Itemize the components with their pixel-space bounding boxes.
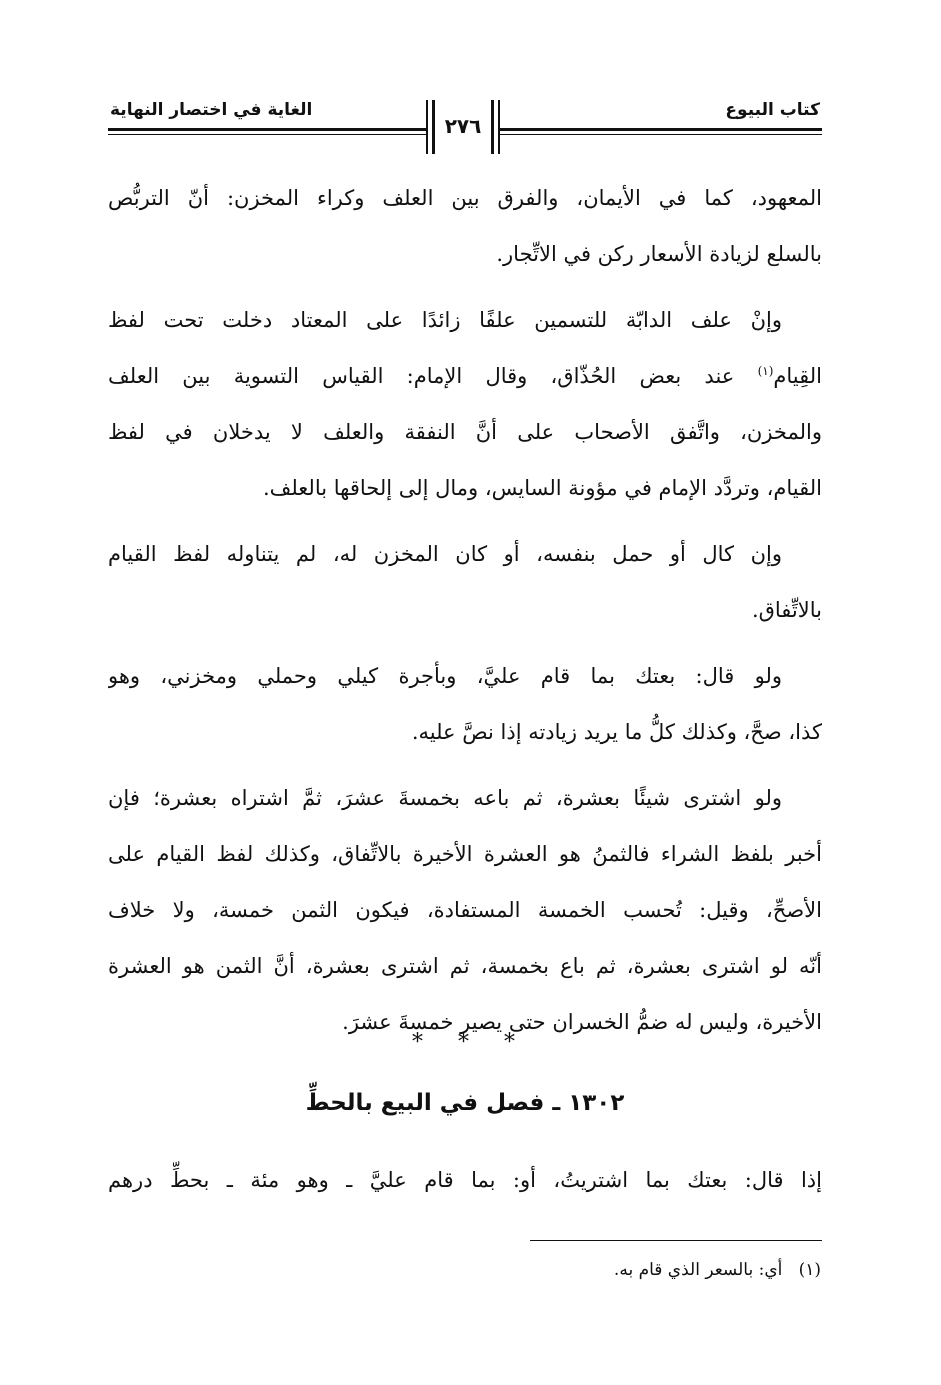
main-text [108, 170, 822, 1050]
text-fragment: القِيام [773, 364, 822, 388]
text-line: أخبر بلفظ الشراء فالثمنُ هو العشرة الأخيرة بالاتِّفاق، وكذلك لفظ القيام على [108, 842, 822, 866]
paragraph-gap [108, 760, 822, 770]
text-line: بالسلع لزيادة الأسعار ركن في الاتِّجار. [496, 242, 822, 266]
paragraph-gap [108, 282, 822, 292]
text-line: وإنْ علف الدابّة للتسمين علفًا زائدًا على المعتاد دخلت تحت لفظ [108, 308, 782, 332]
text-line-with-footnote [108, 348, 822, 404]
footnote-text: أي: بالسعر الذي قام به. [613, 1260, 783, 1280]
book-title: الغاية في اختصار النهاية [110, 100, 313, 120]
footnote-rule [530, 1240, 822, 1241]
text-line: المعهود، كما في الأيمان، والفرق بين العلف وكراء المخزن: أنّ التربُّص [108, 186, 822, 210]
paragraph-gap [108, 638, 822, 648]
chapter-title: كتاب البيوع [725, 100, 820, 120]
text-line: الأخيرة، وليس له ضمُّ الخسران حتى يصير خمسةَ عشرَ. [342, 1010, 822, 1034]
text-line: القيام، وتردَّد الإمام في مؤونة السايس، ومال إلى إلحاقها بالعلف. [262, 476, 822, 500]
section-title: ١٣٠٢ ـ فصل في البيع بالحطِّ [305, 1090, 625, 1116]
page-number-frame [426, 100, 500, 154]
page-header [108, 94, 822, 160]
footnote-marker: (١) [757, 364, 774, 378]
text-line: وإن كال أو حمل بنفسه، أو كان المخزن له، لم يتناوله لفظ القيام [108, 542, 782, 566]
footnote [614, 1260, 821, 1280]
text-line: والمخزن، واتَّفق الأصحاب على أنَّ النفقة والعلف لا يدخلان في لفظ [108, 420, 822, 444]
text-line: ولو قال: بعتك بما قام عليَّ، وبأجرة كيلي وحملي ومخزني، وهو [108, 664, 782, 688]
text-line: أنّه لو اشترى بعشرة، ثم باع بخمسة، ثم اشترى بعشرة، أنَّ الثمن هو العشرة [108, 954, 822, 978]
page-number: ٢٧٦ [444, 114, 482, 138]
section-separator: * * * [412, 1030, 529, 1055]
text-line: الأصحِّ، وقيل: تُحسب الخمسة المستفادة، فيكون الثمن خمسة، ولا خلاف [108, 898, 822, 922]
text-line: ولو اشترى شيئًا بعشرة، ثم باعه بخمسةَ عشرَ، ثمَّ اشتراه بعشرة؛ فإن [108, 786, 782, 810]
text-fragment: عند بعض الحُذّاق، وقال الإمام: القياس التسوية بين العلف [108, 364, 735, 388]
text-line: كذا، صحَّ، وكذلك كلُّ ما يريد زيادته إذا نصَّ عليه. [411, 720, 822, 744]
paragraph-gap [108, 516, 822, 526]
text-line: إذا قال: بعتك بما اشتريتُ، أو: بما قام عليَّ ـ وهو مئة ـ بحطِّ درهم [108, 1168, 822, 1192]
footnote-number: (١) [798, 1260, 821, 1280]
text-line: بالاتِّفاق. [751, 598, 822, 622]
